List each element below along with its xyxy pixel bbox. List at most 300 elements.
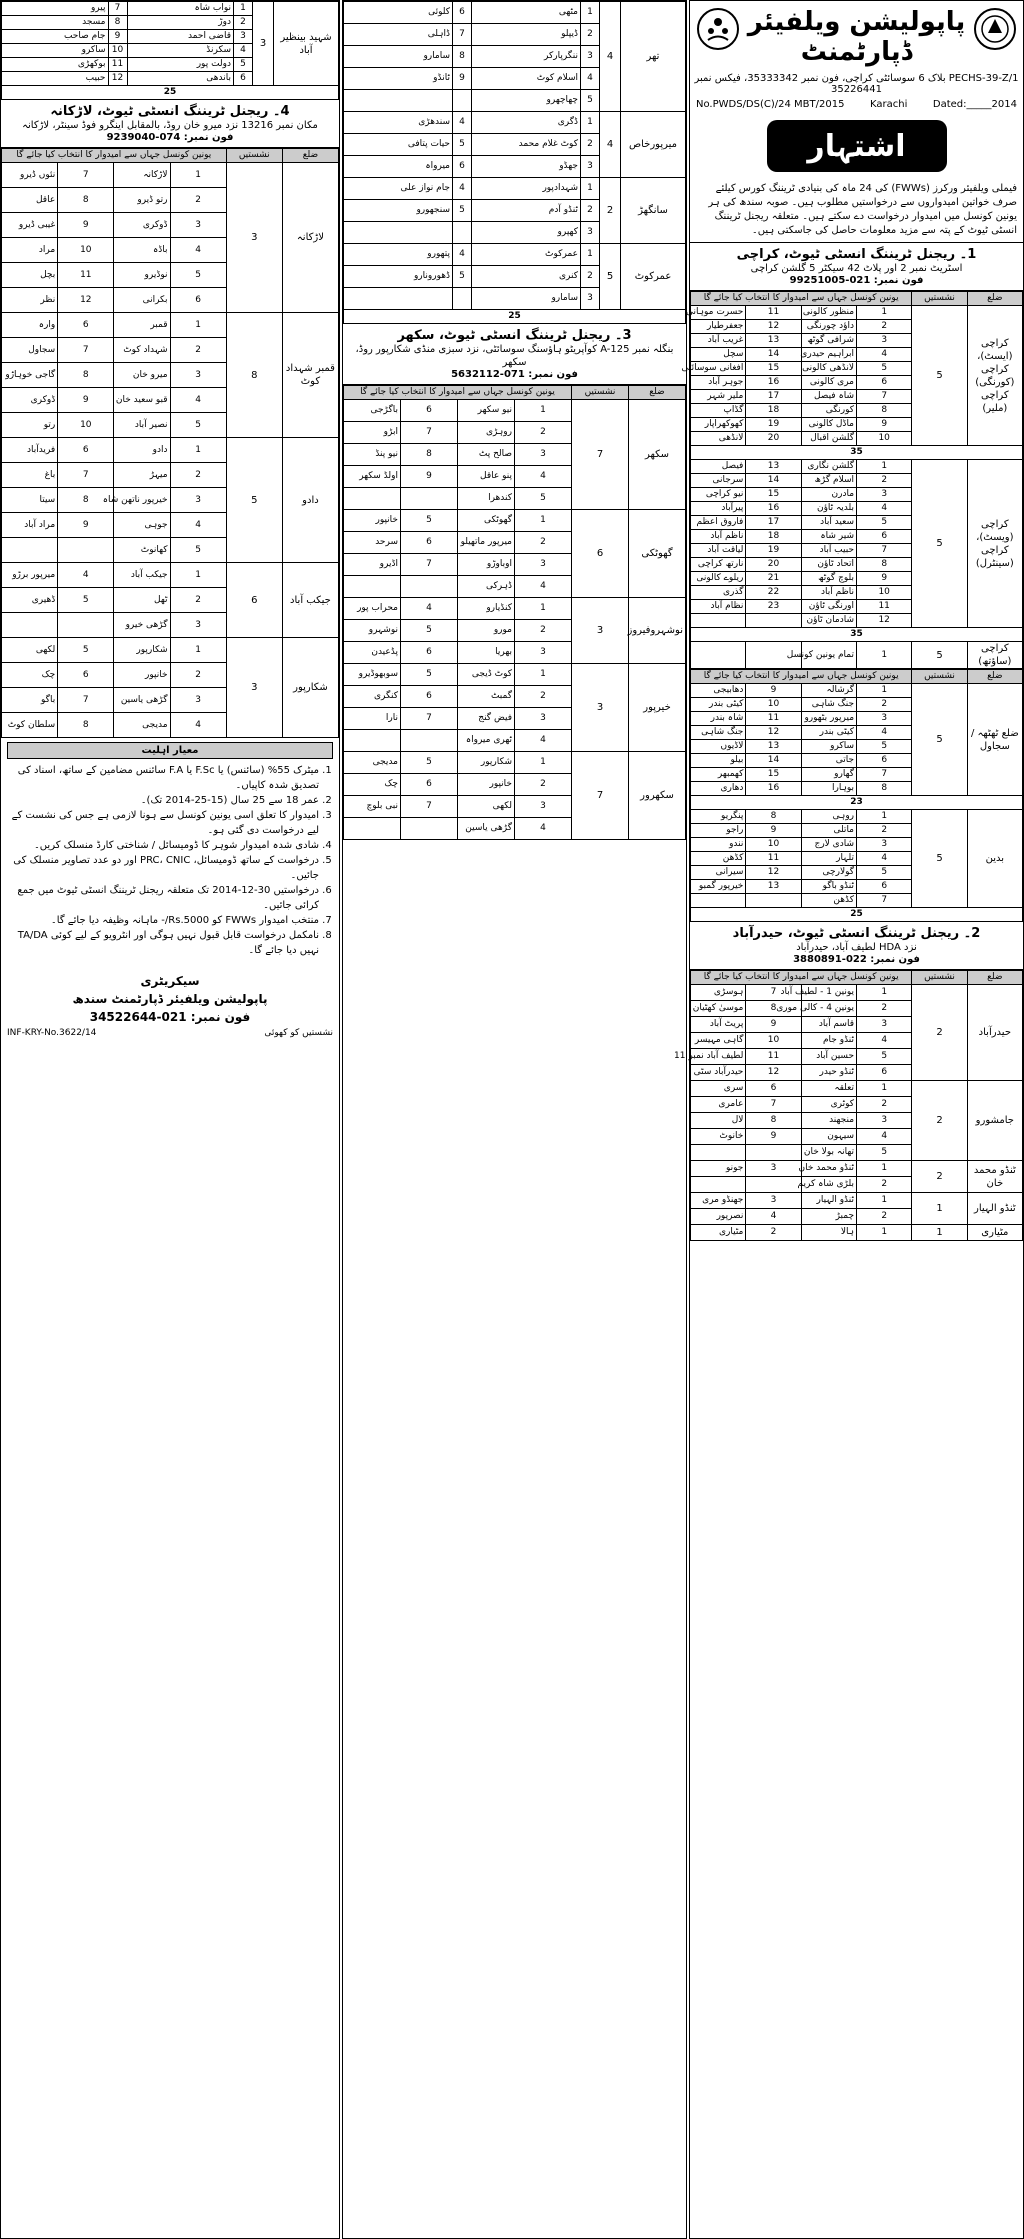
seats-cell: 7 (572, 400, 629, 510)
row-number: 3 (515, 708, 572, 730)
union-council-cell: دھابیجی (691, 684, 746, 698)
row-number: 2 (515, 532, 572, 554)
row-number: 10 (58, 238, 114, 263)
union-council-cell: تلہار (801, 852, 856, 866)
row-number: 12 (746, 866, 801, 880)
union-council-cell: حیدرآباد سٹی (691, 1065, 746, 1081)
union-council-cell: قاضی احمد (127, 30, 234, 44)
row-number: 2 (515, 686, 572, 708)
union-council-cell: ماتلی (801, 824, 856, 838)
seats-cell: 4 (600, 2, 621, 112)
row-number: 2 (170, 588, 226, 613)
row-number: 4 (170, 238, 226, 263)
seats-cell: 3 (226, 638, 282, 738)
district-cell: جامشورو (967, 1081, 1022, 1161)
ucs-header: یونین کونسل جہاں سے امیدوار کا انتخاب کیا جائے گا (691, 971, 912, 985)
union-council-cell: لانڈھی (691, 432, 746, 446)
union-council-cell: پنو عاقل (458, 466, 515, 488)
union-council-cell: میرپور برڑو (2, 563, 58, 588)
advertisement-banner: اشتہار (767, 120, 947, 172)
seats-cell: 8 (226, 313, 282, 438)
union-council-cell (344, 488, 401, 510)
row-number: 9 (857, 418, 912, 432)
row-number: 1 (581, 178, 600, 200)
total-row (691, 446, 1023, 460)
union-council-cell: نوڈیرو (114, 263, 170, 288)
union-council-cell: قمبر (114, 313, 170, 338)
row-number: 1 (515, 752, 572, 774)
union-council-cell: کوٹ غلام محمد (472, 134, 581, 156)
union-council-cell: منجھند (801, 1113, 856, 1129)
row-number: 9 (746, 824, 801, 838)
table-header-row (344, 386, 686, 400)
city: Karachi (870, 99, 908, 110)
row-number: 5 (857, 1145, 912, 1161)
row-number: 4 (857, 502, 912, 516)
row-number: 9 (108, 30, 127, 44)
row-number: 16 (746, 502, 801, 516)
seats-cell: 1 (912, 1225, 967, 1241)
row-number: 8 (58, 488, 114, 513)
eligibility-title: معیار اہلیت (7, 742, 333, 759)
row-number (746, 1177, 801, 1193)
row-number: 3 (515, 554, 572, 576)
seats-cell: 3 (253, 2, 274, 86)
seats-cell: 2 (912, 1081, 967, 1161)
row-number: 16 (746, 376, 801, 390)
union-council-cell: شکارپور (458, 752, 515, 774)
union-council-cell: شادی لارج (801, 838, 856, 852)
rti-address: مکان نمبر 13216 نزد میرو خان روڈ، بالمقابل اینگرو فوڈ سینٹر، لاڑکانہ (22, 120, 318, 131)
row-number: 23 (746, 600, 801, 614)
union-council-cell: اڈیرو (344, 554, 401, 576)
right-column (674, 0, 1024, 2239)
union-council-cell: جوہی (114, 513, 170, 538)
union-council-cell: سرجانی (691, 474, 746, 488)
union-council-cell: فریدآباد (2, 438, 58, 463)
union-council-cell (344, 90, 453, 112)
row-number: 10 (746, 1033, 801, 1049)
row-number: 7 (401, 554, 458, 576)
eligibility-item: 8. نامکمل درخواست قابل قبول نہیں ہوگی اور انٹرویو کے لیے کوئی TA/DA نہیں دیا جائے گا۔ (7, 928, 319, 958)
row-number (401, 576, 458, 598)
union-council-cell: شہداد کوٹ (114, 338, 170, 363)
row-number: 3 (857, 712, 912, 726)
row-number: 6 (401, 686, 458, 708)
table-row (691, 1225, 1023, 1241)
union-council-cell: کڈھن (691, 852, 746, 866)
union-council-cell: نصرپور (691, 1209, 746, 1225)
table-karachi-b (690, 669, 1023, 922)
union-council-cell (691, 614, 746, 628)
union-council-cell: بکرانی (114, 288, 170, 313)
row-number: 5 (58, 588, 114, 613)
row-number: 3 (581, 156, 600, 178)
seats-cell: 5 (912, 684, 967, 796)
union-council-cell: ڈہرکی (458, 576, 515, 598)
row-number: 2 (170, 463, 226, 488)
row-number: 2 (234, 16, 253, 30)
row-number: 11 (58, 263, 114, 288)
row-number: 1 (857, 1081, 912, 1097)
union-council-cell: عمرکوٹ (472, 244, 581, 266)
union-council-cell: مورو (458, 620, 515, 642)
row-number: 10 (857, 586, 912, 600)
row-number: 1 (234, 2, 253, 16)
total-cell: 25 (2, 86, 339, 100)
union-council-cell: سوبھوڈیرو (344, 664, 401, 686)
union-council-cell: مدیجی (114, 713, 170, 738)
signature-phone: فون نمبر: 021-34522644 (89, 1010, 251, 1024)
row-number: 9 (857, 572, 912, 586)
district-table (681, 291, 1023, 669)
table-row (691, 306, 1023, 320)
union-council-cell: گذری (691, 586, 746, 600)
union-council-cell: حسین آباد (801, 1049, 856, 1065)
seats-cell: 5 (912, 642, 967, 669)
row-number: 4 (581, 68, 600, 90)
total-row (691, 628, 1023, 642)
union-council-cell: حبیب (2, 72, 109, 86)
row-number: 5 (401, 752, 458, 774)
inf-footer (1, 1026, 339, 1040)
row-number: 7 (857, 768, 912, 782)
union-council-cell: بیلو (691, 754, 746, 768)
table-row (344, 178, 686, 200)
row-number: 6 (857, 1065, 912, 1081)
union-council-cell: ٹنڈو الہیار (801, 1193, 856, 1209)
union-council-cell: کندھرا (458, 488, 515, 510)
row-number: 7 (746, 1097, 801, 1113)
union-council-cell: کڈھن (801, 894, 856, 908)
row-number: 7 (401, 422, 458, 444)
row-number: 10 (746, 838, 801, 852)
union-council-cell: فاروق اعظم (691, 516, 746, 530)
union-council-cell: ساکرو (801, 740, 856, 754)
union-council-cell: عامری (691, 1097, 746, 1113)
row-number: 1 (170, 638, 226, 663)
inf-number: INF-KRY-No.3622/14 (7, 1028, 97, 1038)
union-council-cell: ٹانڈو (344, 68, 453, 90)
seats-header: نشستیں (912, 971, 967, 985)
union-council-cell: خیرپور ناتھن شاہ (114, 488, 170, 513)
table-thar-region (343, 1, 686, 324)
row-number: 1 (581, 112, 600, 134)
table-row (344, 510, 686, 532)
row-number: 9 (746, 1129, 801, 1145)
row-number: 4 (857, 1033, 912, 1049)
union-council-cell: کنڈیارو (458, 598, 515, 620)
row-number: 4 (746, 1209, 801, 1225)
union-council-cell: پڈعیدن (344, 642, 401, 664)
left-column (0, 0, 340, 2239)
row-number: 5 (857, 516, 912, 530)
seats-cell: 7 (572, 752, 629, 840)
ucs-header: یونین کونسل جہاں سے امیدوار کا انتخاب کیا جائے گا (691, 670, 912, 684)
union-council-cell: خانوٹ (691, 1129, 746, 1145)
row-number: 8 (401, 444, 458, 466)
union-council-cell: بھریا (458, 642, 515, 664)
row-number: 2 (581, 134, 600, 156)
union-council-cell: باڈہ (114, 238, 170, 263)
union-council-cell: دھاری (691, 782, 746, 796)
row-number (746, 894, 801, 908)
row-number: 4 (170, 513, 226, 538)
row-number: 2 (857, 474, 912, 488)
rti-phone: فون نمبر: 022-3880891 (793, 954, 920, 965)
table-row (344, 112, 686, 134)
union-council-cell: جنگ شاہی (691, 726, 746, 740)
row-number: 5 (453, 134, 472, 156)
total-cell: 23 (691, 796, 1023, 810)
union-council-cell: جھڈو (472, 156, 581, 178)
row-number: 15 (746, 768, 801, 782)
union-council-cell (344, 288, 453, 310)
rti-phone: فون نمبر: 021-99251005 (789, 275, 924, 286)
row-number: 6 (401, 532, 458, 554)
union-council-cell: مراد آباد (2, 513, 58, 538)
eligibility-item: 6. درخواستیں 30-12-2014 تک متعلقہ ریجنل ٹریننگ انسٹی ٹیوٹ میں جمع کرائی جائیں۔ (7, 883, 319, 913)
row-number: 13 (746, 740, 801, 754)
row-number: 12 (857, 614, 912, 628)
union-council-cell: یونین 4 - کالی موری (801, 1001, 856, 1017)
row-number: 15 (746, 362, 801, 376)
rti-address: بنگلہ نمبر A-125 کوآپریٹو ہاؤسنگ سوسائٹی، نزد سبزی منڈی شکارپور روڈ، سکھر (355, 344, 674, 368)
row-number: 6 (58, 663, 114, 688)
union-council-cell: تمام یونین کونسل (801, 642, 856, 669)
row-number: 19 (746, 418, 801, 432)
row-number: 1 (857, 1193, 912, 1209)
union-council-cell: مدیجی (344, 752, 401, 774)
union-council-cell: گھارو (801, 768, 856, 782)
union-council-cell: اورنگی ٹاؤن (801, 600, 856, 614)
row-number: 5 (515, 488, 572, 510)
union-council-cell: روہڑی (458, 422, 515, 444)
table-row (2, 2, 339, 16)
union-council-cell: دولت پور (127, 58, 234, 72)
union-council-cell: کھوکھراپار (691, 418, 746, 432)
seats-cell: 5 (912, 460, 967, 628)
reference-line (690, 95, 1023, 114)
row-number: 9 (453, 68, 472, 90)
union-council-cell: ڈاہلی (344, 24, 453, 46)
row-number: 3 (234, 30, 253, 44)
district-cell: لاڑکانہ (282, 163, 338, 313)
union-council-cell (344, 730, 401, 752)
union-council-cell: جونو (691, 1161, 746, 1177)
union-council-cell: ڈگری (472, 112, 581, 134)
row-number: 8 (108, 16, 127, 30)
union-council-cell: باگو (2, 688, 58, 713)
row-number: 4 (515, 576, 572, 598)
union-council-cell: ماڈل کالونی (801, 418, 856, 432)
row-number: 19 (746, 544, 801, 558)
rti-phone: فون نمبر: 071-5632112 (451, 369, 578, 380)
union-council-cell (691, 894, 746, 908)
union-council-cell: سکرنڈ (127, 44, 234, 58)
union-council-cell: شرافی گوٹھ (801, 334, 856, 348)
row-number: 4 (857, 852, 912, 866)
union-council-cell: گڑھی یاسین (114, 688, 170, 713)
union-council-cell: ڈھورونارو (344, 266, 453, 288)
seats-cell: 3 (572, 598, 629, 664)
seats-header: نشستیں (226, 149, 282, 163)
row-number: 3 (857, 488, 912, 502)
row-number: 7 (108, 2, 127, 16)
row-number: 6 (857, 530, 912, 544)
union-council-cell: ٹنڈو جام (801, 1033, 856, 1049)
union-council-cell: شکارپور (114, 638, 170, 663)
row-number: 11 (108, 58, 127, 72)
row-number: 2 (515, 774, 572, 796)
union-council-cell: لانڈھی کالونی (801, 362, 856, 376)
row-number: 3 (857, 838, 912, 852)
row-number: 5 (453, 200, 472, 222)
union-council-cell: چھاچھرو (472, 90, 581, 112)
seats-cell: 5 (912, 810, 967, 908)
row-number: 4 (58, 563, 114, 588)
row-number: 1 (857, 1225, 912, 1241)
union-council-cell: دوڑ (127, 16, 234, 30)
table-row (344, 664, 686, 686)
district-cell: شکارپور (282, 638, 338, 738)
row-number: 7 (58, 338, 114, 363)
table-row (691, 1193, 1023, 1209)
row-number: 3 (581, 222, 600, 244)
department-header (690, 1, 1023, 95)
row-number: 5 (857, 740, 912, 754)
union-council-cell: سجاول (2, 338, 58, 363)
union-council-cell: لال (691, 1113, 746, 1129)
union-council-cell: بچل (2, 263, 58, 288)
row-number: 5 (170, 413, 226, 438)
union-council-cell: ابڑو (344, 422, 401, 444)
eligibility-item: 3. امیدوار کا تعلق اسی یونین کونسل سے ہونا لازمی ہے جس کی نشست کے لیے درخواست دی گئی ہو۔ (7, 808, 319, 838)
union-council-cell: کیٹی بندر (801, 726, 856, 740)
union-council-cell: سیتا (2, 488, 58, 513)
row-number (401, 488, 458, 510)
row-number (401, 730, 458, 752)
union-council-cell (691, 642, 746, 669)
table-row (344, 2, 686, 24)
union-council-cell: ریلوے کالونی (691, 572, 746, 586)
union-council-cell: بلوچ گوٹھ (801, 572, 856, 586)
total-cell: 35 (691, 628, 1023, 642)
row-number: 2 (857, 1177, 912, 1193)
union-council-cell: چک (2, 663, 58, 688)
union-council-cell: بلدیہ ٹاؤن (801, 502, 856, 516)
ucs-header: یونین کونسل جہاں سے امیدوار کا انتخاب کیا جائے گا (691, 292, 912, 306)
union-council-cell: گرشالہ (801, 684, 856, 698)
total-row (691, 908, 1023, 922)
row-number: 4 (453, 112, 472, 134)
union-council-cell: عاقل (2, 188, 58, 213)
row-number: 3 (515, 444, 572, 466)
table-row (344, 400, 686, 422)
union-council-cell: چک (344, 774, 401, 796)
district-cell: جیکب آباد (282, 563, 338, 638)
middle-column (342, 0, 687, 2239)
table-row (691, 985, 1023, 1001)
union-council-cell: بوکھڑی (2, 58, 109, 72)
table-header-row (2, 149, 339, 163)
eligibility-item: 5. درخواست کے ساتھ ڈومیسائل، PRC، CNIC اور دو عدد تصاویر منسلک کی جائیں۔ (7, 853, 319, 883)
row-number: 9 (746, 684, 801, 698)
district-cell: ضلع ٹھٹھہ / سجاول (967, 684, 1022, 796)
total-row (344, 310, 686, 324)
row-number: 1 (170, 563, 226, 588)
district-cell: کراچی (ساؤتھ) (967, 642, 1022, 669)
rti-address: نزد HDA لطیف آباد، حیدرآباد (796, 942, 917, 953)
union-council-cell: گولارچی (801, 866, 856, 880)
row-number: 4 (515, 818, 572, 840)
row-number: 1 (170, 163, 226, 188)
row-number: 2 (170, 188, 226, 213)
union-council-cell: باندھی (127, 72, 234, 86)
row-number: 1 (581, 2, 600, 24)
eligibility-item: 1. میٹرک 55% (سائنس) یا F.Sc یا F.A سائنس مضامین کے ساتھ، اسناد کی تصدیق شدہ کاپیاں۔ (7, 763, 319, 793)
row-number: 4 (453, 244, 472, 266)
row-number: 13 (746, 334, 801, 348)
row-number: 4 (857, 348, 912, 362)
table-hyderabad (674, 970, 1023, 1241)
row-number: 4 (515, 730, 572, 752)
row-number (746, 614, 801, 628)
union-council-cell: حسرت موہانی (691, 306, 746, 320)
union-council-cell: افغانی سوسائٹی (691, 362, 746, 376)
union-council-cell: حیات پتافی (344, 134, 453, 156)
table-row (691, 460, 1023, 474)
union-council-cell (691, 1177, 746, 1193)
row-number: 1 (515, 510, 572, 532)
union-council-cell: پیرآباد (691, 502, 746, 516)
union-council-cell: نصیر آباد (114, 413, 170, 438)
union-council-cell: میرو خان (114, 363, 170, 388)
union-council-cell: سامارو (472, 288, 581, 310)
row-number: 4 (857, 726, 912, 740)
union-council-cell: ٹھری میرواہ (458, 730, 515, 752)
row-number (453, 288, 472, 310)
union-council-cell: ٹنڈو باگو (801, 880, 856, 894)
row-number: 6 (58, 438, 114, 463)
row-number: 3 (170, 213, 226, 238)
row-number: 9 (58, 513, 114, 538)
row-number: 2 (581, 24, 600, 46)
union-council-cell: پریٹ آباد (691, 1017, 746, 1033)
footnote: نشستیں کو کھوئی (264, 1028, 333, 1038)
row-number: 18 (746, 530, 801, 544)
population-welfare-logo-icon (696, 7, 740, 51)
union-council-cell: ٹنڈو حیدر (801, 1065, 856, 1081)
union-council-cell: کنگری (344, 686, 401, 708)
union-council-cell: شیر شاہ (801, 530, 856, 544)
row-number: 3 (746, 1193, 801, 1209)
union-council-cell: محراب پور (344, 598, 401, 620)
union-council-cell: لاڑکانہ (114, 163, 170, 188)
row-number: 7 (58, 463, 114, 488)
rti-sukkur-header (343, 324, 686, 385)
table-row (2, 163, 339, 188)
row-number: 7 (857, 894, 912, 908)
district-header: ضلع (967, 292, 1022, 306)
row-number: 4 (234, 44, 253, 58)
row-number: 11 (746, 852, 801, 866)
union-council-cell: باگڑجی (344, 400, 401, 422)
union-council-cell (344, 818, 401, 840)
row-number: 8 (58, 363, 114, 388)
row-number: 3 (170, 613, 226, 638)
sindh-emblem-icon (973, 7, 1017, 51)
